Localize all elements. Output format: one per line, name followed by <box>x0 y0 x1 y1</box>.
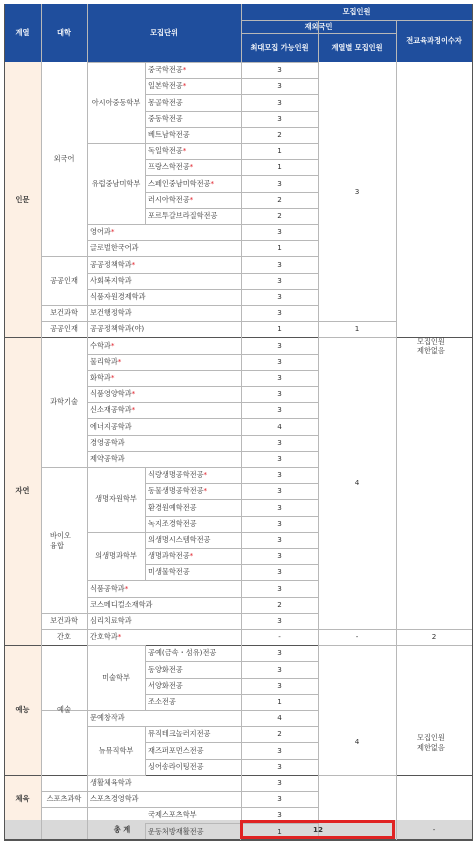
grid-line <box>41 613 88 614</box>
grid-line <box>41 256 88 257</box>
restriction-star: * <box>117 632 122 642</box>
grid-line <box>41 305 88 306</box>
college-nursing: 간호 <box>57 632 71 642</box>
grid-line <box>145 143 319 144</box>
unit-name-text: 심리치료학과 <box>90 615 132 625</box>
unit-name-text: 신소재공학과 <box>90 405 132 415</box>
restriction-star: * <box>110 227 115 237</box>
restriction-star: * <box>182 81 187 91</box>
max-value: 3 <box>277 486 282 496</box>
category-total-night: 1 <box>354 324 360 334</box>
unit-name <box>148 163 193 170</box>
header-by-category: 계열별 모집인원 <box>331 43 383 52</box>
grid-line <box>87 305 319 306</box>
restriction-star: * <box>182 65 187 75</box>
max-value: 3 <box>277 567 282 577</box>
grid-line <box>41 467 88 468</box>
unit-name <box>148 131 190 138</box>
college-sports-sci: 스포츠과학 <box>46 794 82 804</box>
max-value: 1 <box>277 826 282 836</box>
max-value: 4 <box>277 713 282 723</box>
unit-name-text: 공공정책학과(야) <box>90 324 145 334</box>
unit-name <box>90 293 146 300</box>
unit-name <box>148 504 197 511</box>
max-value: 2 <box>277 210 282 220</box>
category-total-humanities: 3 <box>354 186 360 196</box>
unit-name-text: 식품자원경제학과 <box>90 291 146 301</box>
header-max: 최대모집 가능인원 <box>250 43 309 52</box>
unit-name <box>148 82 186 89</box>
grid-line <box>4 337 473 338</box>
grid-line <box>396 20 397 63</box>
division-fine-art: 미술학부 <box>102 672 130 682</box>
max-value: 2 <box>277 194 282 204</box>
category-arts: 예능 <box>15 705 30 714</box>
grid-line <box>318 337 397 338</box>
max-value: 3 <box>277 502 282 512</box>
max-value: 3 <box>277 372 282 382</box>
grid-line <box>87 418 319 419</box>
unit-name-text: 중동학전공 <box>148 113 183 123</box>
grid-line <box>87 402 319 403</box>
unit-name <box>148 212 217 219</box>
max-value: 3 <box>277 405 282 415</box>
unit-name-text: 생활체육학과 <box>90 777 132 787</box>
restriction-star: * <box>203 470 208 480</box>
grid-line <box>145 467 146 581</box>
unit-name-text: 영어과 <box>90 227 111 237</box>
college-public-human: 공공인재 <box>50 275 78 285</box>
max-value: 3 <box>277 275 282 285</box>
unit-name <box>148 487 207 494</box>
category-natural: 자연 <box>15 486 30 496</box>
max-value: 3 <box>277 308 282 318</box>
max-value: 3 <box>277 389 282 399</box>
grid-line <box>241 33 397 34</box>
max-value: 3 <box>277 648 282 658</box>
restriction-star: * <box>203 486 208 496</box>
unit-name-text: 운동처방재활전공 <box>148 826 204 836</box>
unit-name-text: 스페인중남미학전공 <box>148 178 211 188</box>
max-value: - <box>278 632 281 642</box>
unit-name <box>90 228 114 235</box>
grid-line <box>145 661 319 662</box>
unit-name <box>148 649 216 656</box>
unit-name-text: 사회복지학과 <box>90 275 132 285</box>
max-value: 3 <box>277 227 282 237</box>
unit-name-text: 미생물학전공 <box>148 567 190 577</box>
unit-name <box>148 730 211 737</box>
unit-name <box>90 406 135 413</box>
max-value: 3 <box>277 291 282 301</box>
unit-name <box>148 568 190 575</box>
max-value: 3 <box>277 583 282 593</box>
complete-note-upper: 모집인원 제한없음 <box>417 336 445 356</box>
unit-name-text: 수학과 <box>90 340 111 350</box>
unit-name-text: 베트남학전공 <box>148 129 190 139</box>
unit-name-text: 화학과 <box>90 372 111 382</box>
max-value: 3 <box>277 534 282 544</box>
grid-line <box>145 111 319 112</box>
grid-line <box>87 354 319 355</box>
header-foreign: 재외국민 <box>304 22 333 31</box>
unit-name <box>90 325 144 332</box>
max-value: 2 <box>277 729 282 739</box>
grid-line <box>87 726 146 727</box>
unit-name <box>90 342 114 349</box>
grid-line <box>145 694 319 695</box>
unit-name <box>148 520 197 527</box>
unit-name <box>90 309 132 316</box>
grid-line <box>87 467 146 468</box>
college-art: 예술 <box>57 705 71 714</box>
unit-name <box>90 617 132 624</box>
grid-line <box>87 289 319 290</box>
grid-line <box>87 435 319 436</box>
grid-line <box>41 791 88 792</box>
unit-name <box>148 666 183 673</box>
unit-name-text: 싱어송라이팅전공 <box>148 761 204 771</box>
max-value: 3 <box>277 680 282 690</box>
grid-line <box>318 775 397 776</box>
grid-line <box>87 224 146 225</box>
unit-name <box>90 390 135 397</box>
grid-line <box>87 532 146 533</box>
grid-line <box>87 613 319 614</box>
unit-name <box>90 261 135 268</box>
grid-line <box>41 4 42 63</box>
grid-line <box>145 94 319 95</box>
restriction-star: * <box>110 340 115 350</box>
restriction-star: * <box>110 372 115 382</box>
grid-line <box>396 645 473 646</box>
unit-name-text: 국제스포츠학부 <box>148 810 197 820</box>
unit-name-text: 환경원예학전공 <box>148 502 197 512</box>
grid-line <box>87 321 319 322</box>
max-value: 1 <box>277 696 282 706</box>
unit-name <box>90 795 139 802</box>
unit-name-text: 녹지조경학전공 <box>148 518 197 528</box>
grid-line <box>87 580 146 581</box>
category-humanities: 인문 <box>15 194 30 204</box>
grid-line <box>318 645 397 646</box>
unit-name-text: 생명과학전공 <box>148 551 190 561</box>
restriction-star: * <box>210 178 215 188</box>
grid-line <box>87 645 146 646</box>
grid-line <box>41 629 88 630</box>
grid-line <box>396 629 473 630</box>
max-value: 3 <box>277 81 282 91</box>
grid-line <box>4 775 473 776</box>
grid-line <box>41 321 88 322</box>
grid-line <box>87 775 146 776</box>
grid-line <box>145 759 319 760</box>
unit-name-text: 보건행정학과 <box>90 308 132 318</box>
unit-name <box>148 828 204 835</box>
unit-name <box>90 779 132 786</box>
max-value: 3 <box>277 777 282 787</box>
unit-name <box>90 358 121 365</box>
unit-name <box>148 66 186 73</box>
unit-name <box>148 747 204 754</box>
restriction-star: * <box>124 583 129 593</box>
unit-name <box>90 455 125 462</box>
grid-line <box>318 321 397 322</box>
grid-line <box>145 499 319 500</box>
grid-line <box>145 208 319 209</box>
complete-note-lower: 모집인원 제한없음 <box>417 733 445 753</box>
unit-name <box>90 714 125 721</box>
unit-name <box>148 471 207 478</box>
max-value: 3 <box>277 97 282 107</box>
unit-name-text: 에너지공학과 <box>90 421 132 431</box>
unit-name-text: 식품공학과 <box>90 583 125 593</box>
unit-name-text: 코스메디컬소재학과 <box>90 599 153 609</box>
college-public-human-night: 공공인재 <box>50 324 78 334</box>
max-value: 1 <box>277 324 282 334</box>
max-value: 3 <box>277 178 282 188</box>
division-new-music: 뉴뮤직학부 <box>98 745 134 755</box>
total-highlight-box <box>240 820 395 839</box>
grid-line <box>145 516 319 517</box>
college-science-tech: 과학기술 <box>50 397 78 407</box>
unit-name-text: 동물생명공학전공 <box>148 486 204 496</box>
unit-name <box>90 585 128 592</box>
unit-name-text: 프랑스학전공 <box>148 162 190 172</box>
total-value: 12 <box>312 824 324 834</box>
header-college: 대학 <box>57 28 71 37</box>
unit-name-text: 공공정책학과 <box>90 259 132 269</box>
unit-name-text: 일본학전공 <box>148 81 183 91</box>
grid-line <box>41 807 88 808</box>
grid-line <box>87 629 319 630</box>
unit-name-text: 서양화전공 <box>148 680 183 690</box>
grid-line <box>41 62 42 841</box>
grid-line <box>145 62 146 225</box>
unit-name-text: 독일학전공 <box>148 146 183 156</box>
college-health-2: 보건과학 <box>50 615 78 625</box>
max-value: 1 <box>277 146 282 156</box>
grid-line <box>87 710 146 711</box>
max-value: 3 <box>277 794 282 804</box>
grid-line <box>145 127 319 128</box>
grid-line <box>87 143 146 144</box>
restriction-star: * <box>117 356 122 366</box>
unit-name-text: 제약공학과 <box>90 453 125 463</box>
grid-line <box>318 62 319 841</box>
grid-line <box>145 678 319 679</box>
unit-name-text: 문예창작과 <box>90 713 125 723</box>
max-value: 3 <box>277 259 282 269</box>
unit-name-text: 식량생명공학전공 <box>148 470 204 480</box>
max-value: 3 <box>277 810 282 820</box>
grid-line <box>87 386 319 387</box>
max-value: 3 <box>277 745 282 755</box>
unit-name-text: 스포츠경영학과 <box>90 794 139 804</box>
unit-name-text: 식품영양학과 <box>90 389 132 399</box>
grid-line <box>145 548 319 549</box>
unit-name-text: 뮤직테크놀러지전공 <box>148 729 211 739</box>
grid-line <box>145 742 319 743</box>
restriction-star: * <box>131 389 136 399</box>
grid-line <box>4 4 5 840</box>
grid-line <box>87 62 146 63</box>
restriction-star: * <box>131 259 136 269</box>
grid-line <box>87 62 88 841</box>
grid-line <box>241 62 242 841</box>
header-background <box>4 4 472 62</box>
max-value: 3 <box>277 340 282 350</box>
max-value: 3 <box>277 615 282 625</box>
max-value: 2 <box>277 599 282 609</box>
grid-line <box>4 840 473 841</box>
unit-name-text: 경영공학과 <box>90 437 125 447</box>
unit-name-text: 의생명시스템학전공 <box>148 534 211 544</box>
max-value: 3 <box>277 356 282 366</box>
max-value: 1 <box>277 162 282 172</box>
header-category: 계열 <box>15 28 30 37</box>
division-europe: 유럽중남미학부 <box>91 178 141 188</box>
grid-line <box>87 240 319 241</box>
max-value: 1 <box>277 243 282 253</box>
restriction-star: * <box>131 405 136 415</box>
unit-name <box>148 552 193 559</box>
category-sports: 체육 <box>15 794 30 804</box>
max-value: 3 <box>277 437 282 447</box>
grid-line <box>4 839 473 840</box>
unit-name-text: 간호학과 <box>90 632 118 642</box>
header-unit: 모집단위 <box>150 28 178 37</box>
total-label: 총 계 <box>113 824 131 834</box>
division-asia: 아시아중동학부 <box>91 97 141 107</box>
grid-line <box>145 483 319 484</box>
grid-line <box>145 175 319 176</box>
unit-name <box>90 633 121 640</box>
unit-name <box>148 811 197 818</box>
grid-line <box>87 791 319 792</box>
college-health: 보건과학 <box>50 308 78 318</box>
unit-name <box>90 244 139 251</box>
college-foreign-lang: 외국어 <box>53 154 75 164</box>
unit-name <box>148 180 214 187</box>
max-value: 3 <box>277 518 282 528</box>
grid-line <box>145 532 319 533</box>
unit-name <box>90 374 114 381</box>
unit-name-text: 몽골학전공 <box>148 97 183 107</box>
unit-name <box>90 277 132 284</box>
unit-name-text: 중국학전공 <box>148 65 183 75</box>
unit-name <box>90 601 153 608</box>
max-value: 3 <box>277 470 282 480</box>
unit-name-text: 러시아학전공 <box>148 194 190 204</box>
grid-line <box>145 192 319 193</box>
max-value: 4 <box>277 421 282 431</box>
grid-line <box>87 370 319 371</box>
max-value: 3 <box>277 65 282 75</box>
max-value: 2 <box>277 129 282 139</box>
grid-line <box>145 726 146 776</box>
max-value: 3 <box>277 761 282 771</box>
grid-line <box>87 4 88 63</box>
unit-name-text: 물리학과 <box>90 356 118 366</box>
unit-name <box>148 698 176 705</box>
unit-name <box>148 763 204 770</box>
header-complete: 전교육과정이수자 <box>406 36 462 45</box>
grid-line <box>145 159 319 160</box>
unit-name <box>148 99 183 106</box>
unit-name-text: 동양화전공 <box>148 664 183 674</box>
unit-name <box>90 423 132 430</box>
complete-nursing: 2 <box>431 632 437 642</box>
grid-line <box>472 4 473 840</box>
grid-line <box>87 597 319 598</box>
max-value: 3 <box>277 551 282 561</box>
unit-name <box>90 439 125 446</box>
unit-name-text: 포르투갈브라질학전공 <box>148 210 218 220</box>
unit-name <box>148 147 186 154</box>
unit-name-text: 재즈퍼포먼스전공 <box>148 745 204 755</box>
grid-line <box>145 564 319 565</box>
restriction-star: * <box>182 146 187 156</box>
division-medical-life: 의생명과학부 <box>95 551 137 561</box>
grid-line <box>87 273 319 274</box>
unit-name <box>148 682 183 689</box>
unit-name-text: 조소전공 <box>148 696 176 706</box>
max-value: 3 <box>277 113 282 123</box>
college-bio: 바이오 융합 <box>50 530 71 550</box>
grid-line <box>87 256 319 257</box>
grid-line <box>241 20 473 21</box>
header-quota: 모집인원 <box>342 7 371 16</box>
total-complete: - <box>432 824 436 834</box>
unit-name <box>148 196 193 203</box>
max-value: 3 <box>277 453 282 463</box>
division-life-resources: 생명자원학부 <box>95 494 137 504</box>
restriction-star: * <box>189 551 194 561</box>
grid-line <box>318 629 397 630</box>
unit-name <box>148 115 183 122</box>
category-total-natural: 4 <box>354 478 360 488</box>
category-total-arts-sports: 4 <box>354 737 360 747</box>
grid-line <box>145 645 146 711</box>
grid-line <box>396 820 397 840</box>
unit-name <box>148 536 211 543</box>
grid-line <box>396 62 397 841</box>
grid-line <box>145 78 319 79</box>
restriction-star: * <box>189 162 194 172</box>
unit-name-text: 공예(금속・섬유)전공 <box>148 648 217 658</box>
restriction-star: * <box>189 194 194 204</box>
category-total-nursing: - <box>355 632 359 642</box>
unit-name-text: 글로벌한국어과 <box>90 243 139 253</box>
max-value: 3 <box>277 664 282 674</box>
grid-line <box>87 451 319 452</box>
grid-line <box>87 807 319 808</box>
